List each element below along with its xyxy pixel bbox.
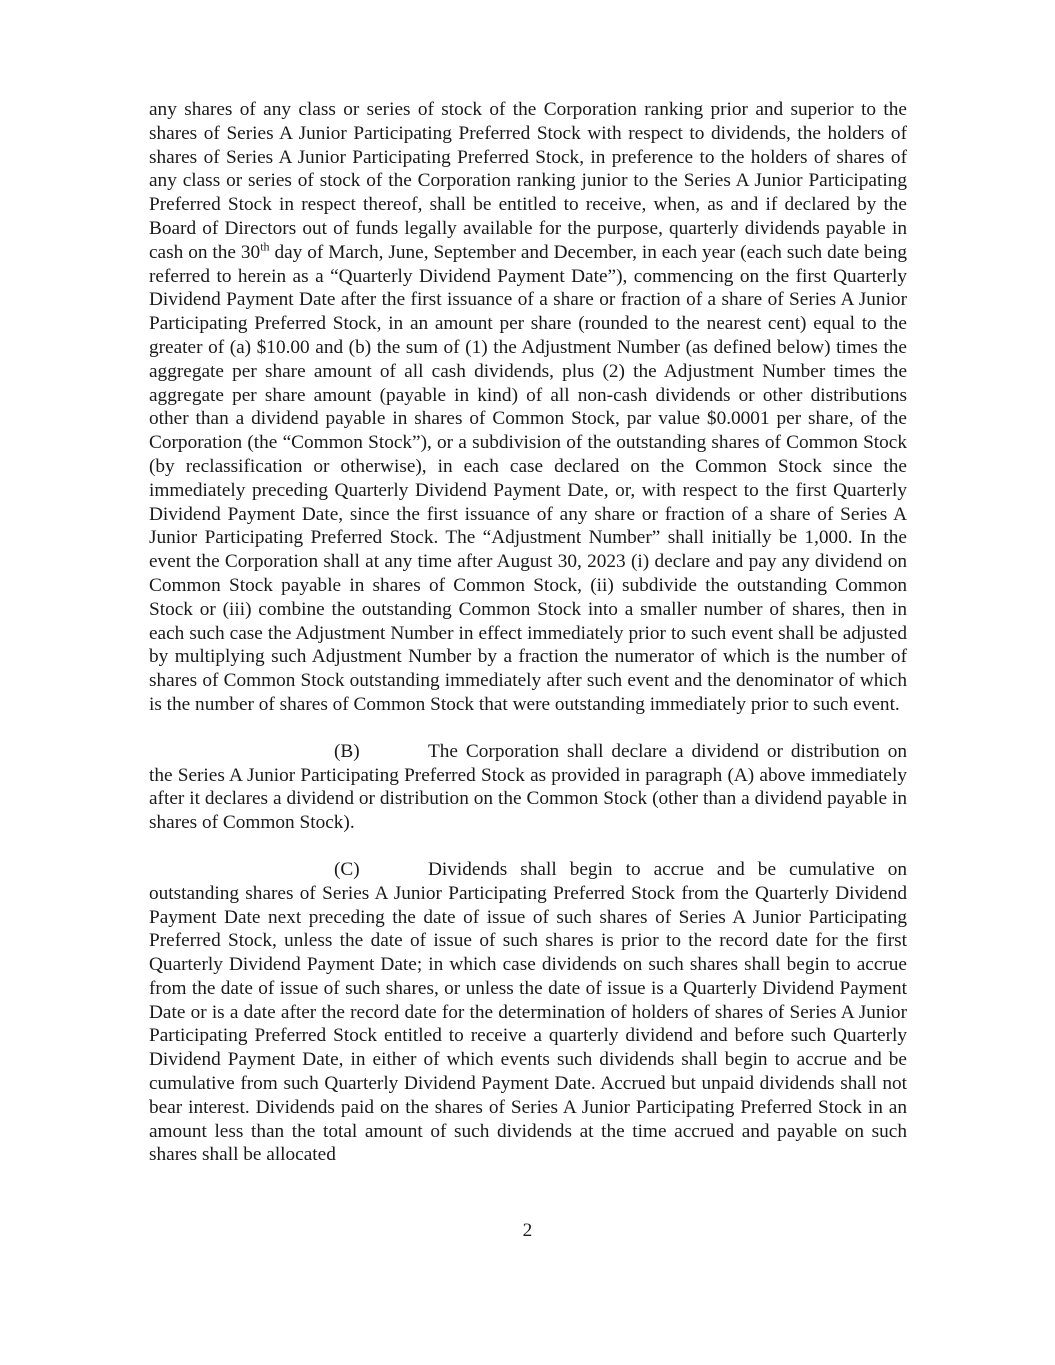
paragraph-c-text: Dividends shall begin to accrue and be cumulative on outstanding shares of Series A Junior Participating Preferred Stock from the Quarterly Dividend Payment Date next preceding the date of issue of such shares of Series A Junior Participating Preferred Stock, unless the date of issue of such shares is prior to the record date for the first Quarterly Dividend Payment Date; in which case dividends on such shares shall begin to accrue from the date of issue of such shares, or unless the date of issue is a Quarterly Dividend Payment Date or is a date after the record date for the determination of holders of shares of Series A Junior Participating Preferred Stock entitled to receive a quarterly dividend and before such Quarterly Dividend Payment Date, in either of which events such dividends shall begin to accrue and be cumulative from such Quarterly Dividend Payment Date. Accrued but unpaid dividends shall not bear interest. Dividends paid on the shares of Series A Junior Participating Preferred Stock in an amount less than the total amount of such dividends at the time accrued and payable on such shares shall be allocated xyxy=(149,858,907,1166)
document-page xyxy=(149,98,907,1167)
paragraph-text-part-2: day of March, June, September and December, in each year (each such date being referred to herein as a “Quarterly Dividend Payment Date”), commencing on the first Quarterly Dividend Payment Date after the first issuance of a share or fraction of a share of Series A Junior Participating Preferred Stock, in an amount per share (rounded to the nearest cent) equal to the greater of (a) $10.00 and (b) the sum of (1) the Adjustment Number (as defined below) times the aggregate per share amount of all cash dividends, plus (2) the Adjustment Number times the aggregate per share amount (payable in kind) of all non-cash dividends or other distributions other than a dividend payable in shares of Common Stock, par value $0.0001 per share, of the Corporation (the “Common Stock”), or a subdivision of the outstanding shares of Common Stock (by reclassification or otherwise), in each case declared on the Common Stock since the immediately preceding Quarterly Dividend Payment Date, or, with respect to the first Quarterly Dividend Payment Date, since the first issuance of any share or fraction of a share of Series A Junior Participating Preferred Stock. The “Adjustment Number” shall initially be 1,000. In the event the Corporation shall at any time after August 30, 2023 (i) declare and pay any dividend on Common Stock payable in shares of Common Stock, (ii) subdivide the outstanding Common Stock or (iii) combine the outstanding Common Stock into a smaller number of shares, then in each such case the Adjustment Number in effect immediately prior to such event shall be adjusted by multiplying such Adjustment Number by a fraction the numerator of which is the number of shares of Common Stock outstanding immediately after such event and the denominator of which is the number of shares of Common Stock that were outstanding immediately prior to such event. xyxy=(149,241,907,715)
paragraph-c xyxy=(149,858,907,1167)
paragraph-text-part-1: any shares of any class or series of stock of the Corporation ranking prior and superior to the shares of Series A Junior Participating Preferred Stock with respect to dividends, the holders of shares of Series A Junior Participating Preferred Stock, in preference to the holders of shares of any class or series of stock of the Corporation ranking junior to the Series A Junior Participating Preferred Stock in respect thereof, shall be entitled to receive, when, as and if declared by the Board of Directors out of funds legally available for the purpose, quarterly dividends payable in cash on the 30 xyxy=(149,99,907,263)
paragraph-a-continuation xyxy=(149,98,907,717)
paragraph-b xyxy=(149,740,907,835)
paragraph-label-b: (B) xyxy=(334,740,360,762)
paragraph-label-c: (C) xyxy=(334,858,360,880)
paragraph-b-text: The Corporation shall declare a dividend or distribution on the Series A Junior Participating Preferred Stock as provided in paragraph (A) above immediately after it declares a dividend or distribution on the Common Stock (other than a dividend payable in shares of Common Stock). xyxy=(149,740,907,834)
ordinal-superscript: th xyxy=(260,239,270,254)
page-number: 2 xyxy=(522,1220,533,1241)
